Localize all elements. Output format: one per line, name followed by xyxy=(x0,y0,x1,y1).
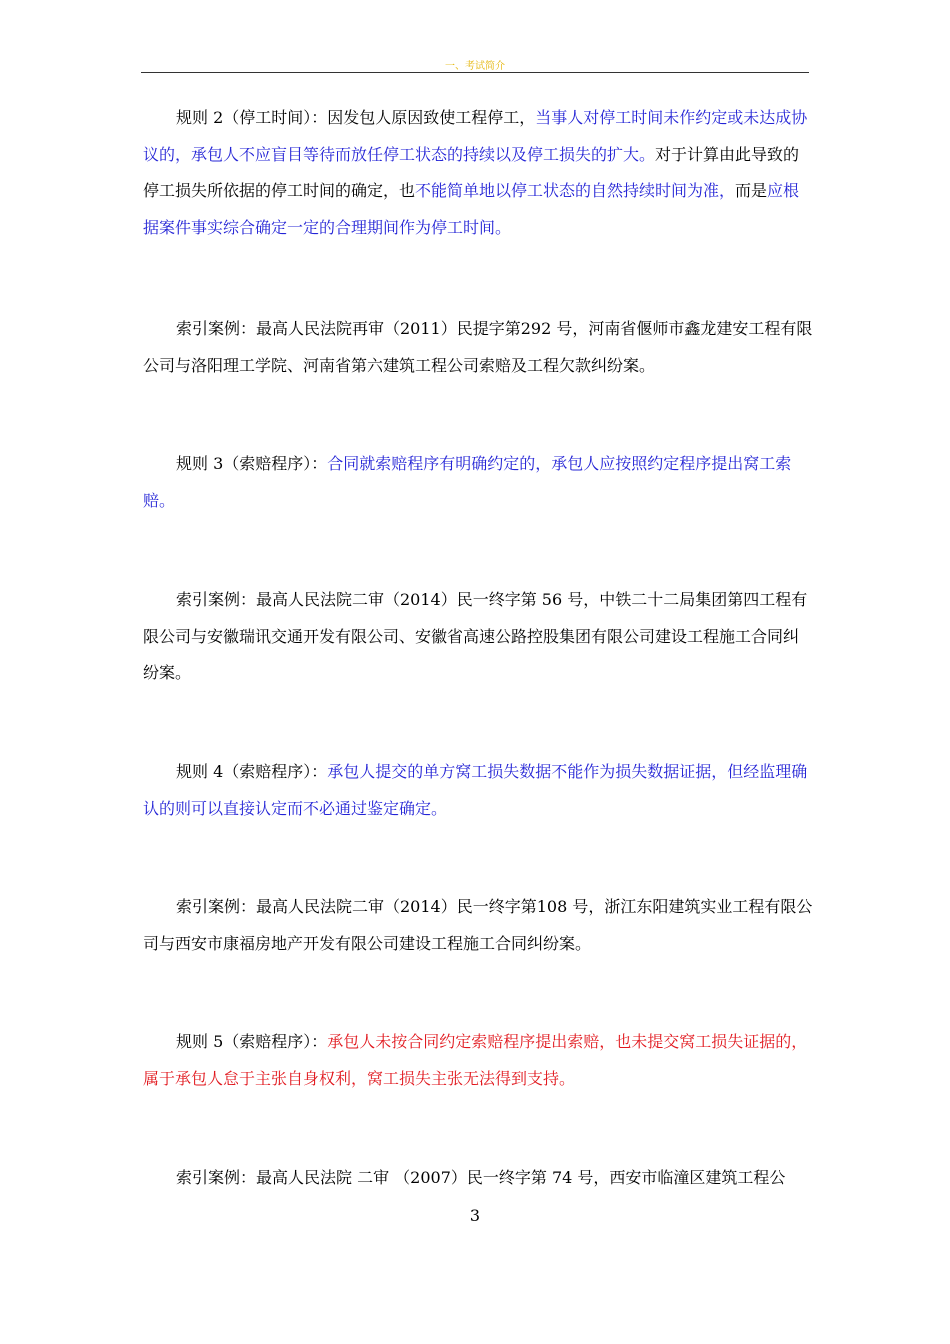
header-divider xyxy=(141,72,809,73)
rule-3-paragraph xyxy=(143,446,813,519)
rule-3-label: 规则 3（索赔程序）： xyxy=(176,454,328,473)
rule-2-paragraph xyxy=(143,100,813,246)
rule-5-content: 承包人未按合同约定索赔程序提出索赔，也未提交窝工损失证据的，属于承包人怠于主张自身权利，窝工损失主张无法得到支持。 xyxy=(143,1032,808,1088)
case-5-paragraph: 索引案例：最高人民法院 二审 （2007）民一终字第 74 号，西安市临潼区建筑工程公 xyxy=(176,1168,786,1187)
rule-2-text-3: 而是 xyxy=(735,181,768,200)
rule-3-content: 合同就索赔程序有明确约定的，承包人应按照约定程序提出窝工索赔。 xyxy=(143,454,792,510)
case-3-paragraph: 索引案例：最高人民法院二审（2014）民一终字第 56 号，中铁二十二局集团第四工程有限公司与安徽瑞讯交通开发有限公司、安徽省高速公路控股集团有限公司建设工程施工合同纠纷案。 xyxy=(143,590,808,682)
rule-4-paragraph xyxy=(143,754,813,827)
running-header: 一、考试简介 xyxy=(445,61,505,72)
rule-2-text-1: 因发包人原因致使工程停工， xyxy=(327,108,536,127)
rule-2-label: 规则 2（停工时间）： xyxy=(176,108,328,127)
rule-5-label: 规则 5（索赔程序）： xyxy=(176,1032,328,1051)
rule-2-highlight-3: 应根据案件事实综合确定一定的合理期间作为停工时间。 xyxy=(143,181,800,237)
rule-4-content: 承包人提交的单方窝工损失数据不能作为损失数据证据，但经监理确认的则可以直接认定而不必通过鉴定确定。 xyxy=(143,762,808,818)
case-2-paragraph: 索引案例：最高人民法院再审（2011）民提字第292 号，河南省偃师市鑫龙建安工程有限公司与洛阳理工学院、河南省第六建筑工程公司索赔及工程欠款纠纷案。 xyxy=(143,319,813,375)
page-number: 3 xyxy=(469,1206,481,1225)
rule-2-highlight-2: 不能简单地以停工状态的自然持续时间为准， xyxy=(415,181,736,200)
rule-2-text-2: 对于计算由此导致的停工损失所依据的停工时间的确定，也 xyxy=(143,144,800,200)
rule-4-label: 规则 4（索赔程序）： xyxy=(176,762,328,781)
rule-5-paragraph xyxy=(143,1024,813,1097)
rule-2-highlight-1: 当事人对停工时间未作约定或未达成协议的，承包人不应盲目等待而放任停工状态的持续以及停工损失的扩大。 xyxy=(143,108,808,164)
case-4-paragraph: 索引案例：最高人民法院二审（2014）民一终字第108 号，浙江东阳建筑实业工程有限公司与西安市康福房地产开发有限公司建设工程施工合同纠纷案。 xyxy=(143,897,813,953)
